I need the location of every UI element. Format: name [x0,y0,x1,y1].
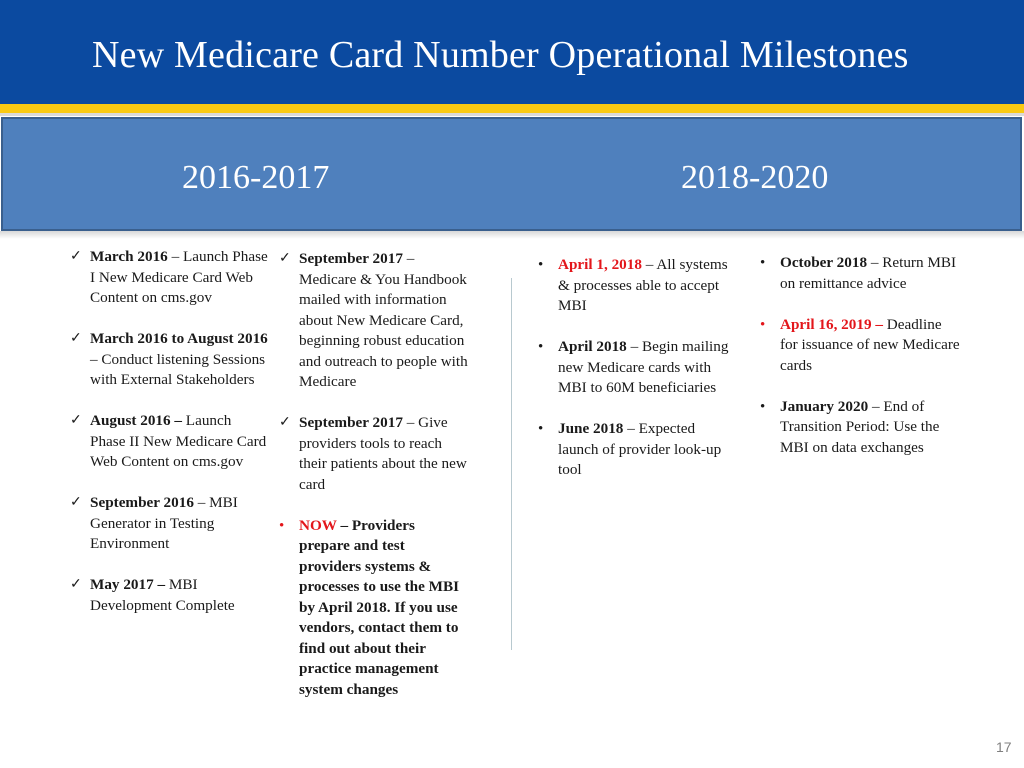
bullet-dot-icon: • [760,255,766,271]
milestone-date: April 2018 [558,338,627,355]
column-divider [511,278,512,650]
milestone-date: March 2016 [90,248,168,265]
bullet-dot-icon: • [538,257,544,273]
milestone-item [538,255,738,317]
milestones-column-3 [538,255,738,481]
bullet-dot-icon: • [279,517,285,534]
period-heading-2018-2020: 2018-2020 [681,159,829,196]
milestone-text: – Launch Phase I New Medicare Card Web Content on cms.gov [90,248,268,306]
milestone-date: April 16, 2019 – [780,315,883,333]
milestone-date: October 2018 [780,254,868,271]
milestone-date: May 2017 – [90,576,166,593]
milestone-text: MBI Development Complete [90,576,235,614]
milestone-date: April 1, 2018 [558,256,642,273]
milestone-item [760,397,960,459]
milestone-item [279,516,469,701]
milestone-text: – Begin mailing new Medicare cards with MBI to 60M beneficiaries [558,338,729,396]
milestone-item [760,315,960,377]
milestone-date: September 2017 [299,414,403,431]
milestone-text: – Providers prepare and test providers systems & processes to use the MBI by April 2018. If you use vendors, contact them to find out about their practice management system changes [299,516,460,698]
slide-title: New Medicare Card Number Operational Milestones [92,34,909,76]
milestone-item [70,329,270,391]
milestone-text: Launch Phase II New Medicare Card Web Content on cms.gov [90,412,267,470]
milestone-text: – All systems & processes able to accept MBI [558,256,728,314]
milestone-date: September 2016 [90,494,194,511]
milestone-item [70,247,270,309]
checkmark-icon: ✓ [279,415,291,430]
milestone-date: NOW [299,516,337,534]
milestone-date: September 2017 [299,250,403,267]
milestone-text: – End of Transition Period: Use the MBI on data exchanges [780,397,940,456]
period-heading-2016-2017: 2016-2017 [182,159,330,196]
milestone-text: – Conduct listening Sessions with External Stakeholders [90,350,266,388]
bullet-dot-icon: • [760,316,766,333]
milestone-text: – Expected launch of provider look-up tool [558,420,722,478]
milestone-item [70,493,270,555]
bullet-dot-icon: • [538,421,544,437]
milestones-column-2 [279,249,469,700]
band-shadow [0,231,1024,239]
milestone-text: – Return MBI on remittance advice [780,254,957,292]
milestone-item [279,249,469,393]
checkmark-icon: ✓ [70,413,82,428]
milestone-text: Deadline for issuance of new Medicare cards [780,315,960,374]
checkmark-icon: ✓ [70,249,82,264]
checkmark-icon: ✓ [70,495,82,510]
milestone-date: March 2016 to August 2016 [90,330,268,347]
milestone-item [538,419,738,481]
milestone-item [70,411,270,473]
milestone-date: January 2020 [780,397,869,415]
milestones-column-1 [70,247,270,616]
milestone-date: June 2018 [558,420,624,437]
milestones-column-4 [760,253,960,458]
page-number: 17 [996,739,1012,755]
milestone-item [760,253,960,294]
stripe-shadow [0,113,1024,116]
checkmark-icon: ✓ [70,331,82,346]
milestone-text: – MBI Generator in Testing Environment [90,494,238,552]
milestone-item [538,337,738,399]
milestone-text: – Medicare & You Handbook mailed with information about New Medicare Card, beginning robust education and outreach to people with Medicare [299,250,468,390]
period-band [1,117,1022,231]
milestone-item [279,413,469,495]
milestone-date: August 2016 – [90,412,182,429]
checkmark-icon: ✓ [70,577,82,592]
bullet-dot-icon: • [538,339,544,355]
bullet-dot-icon: • [760,398,766,415]
milestone-item [70,575,270,616]
gold-stripe [0,104,1024,113]
milestone-text: – Give providers tools to reach their patients about the new card [299,414,467,493]
checkmark-icon: ✓ [279,251,291,266]
